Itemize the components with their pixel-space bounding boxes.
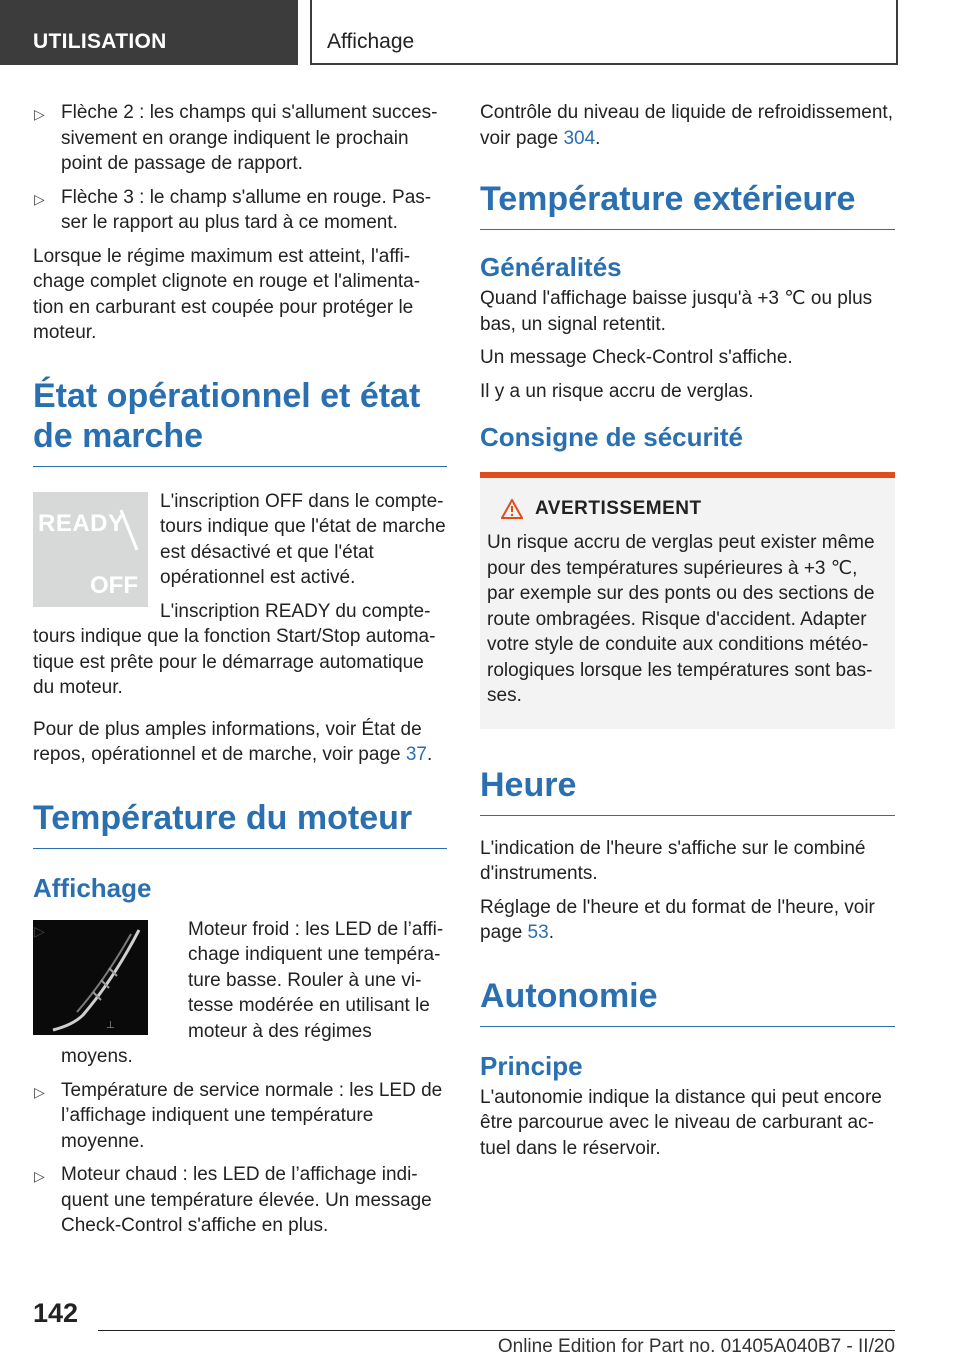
etat-figure-row xyxy=(33,489,447,701)
header-section-tab xyxy=(0,0,298,65)
list-item: ▷ Moteur chaud : les LED de l’affichage indi-quent une température élevée. Un message Check-Control s'affiche en plus. xyxy=(34,1164,432,1236)
ready-off-figure xyxy=(33,492,148,607)
section-heading-autonomie: Autonomie xyxy=(480,976,895,1027)
header-title-tab xyxy=(310,0,898,65)
header-section-label: UTILISATION xyxy=(33,30,167,53)
paragraph: Quand l'affichage baisse jusqu'à +3 ℃ ou plus bas, un signal retentit. xyxy=(480,288,873,335)
warning-title: AVERTISSEMENT xyxy=(487,498,888,520)
section-heading-etat: État opérationnel et état de marche xyxy=(33,376,447,467)
page-number: 142 xyxy=(33,1298,79,1328)
paragraph: L'autonomie indique la distance qui peut encore être parcourue avec le niveau de carburant ac-tuel dans le réservoir. xyxy=(480,1086,882,1159)
figure-ready-label: READY xyxy=(38,509,125,537)
triangle-bullet-icon: ▷ xyxy=(34,1083,45,1100)
subheading-consigne: Consigne de sécurité xyxy=(480,422,743,452)
paragraph: L'indication de l'heure s'affiche sur le combiné d'instruments. xyxy=(480,837,866,884)
paragraph: L'inscription READY du compte-tours indique que la fonction Start/Stop automa-tique est prête pour le démarrage automatique du moteur. xyxy=(33,600,436,698)
triangle-bullet-icon: ▷ xyxy=(34,1168,45,1184)
section-heading-temp-moteur: Température du moteur xyxy=(33,798,447,849)
paragraph: Contrôle du niveau de liquide de refroidissement, voir page 304. xyxy=(480,102,893,149)
left-column xyxy=(33,100,447,1239)
triangle-bullet-icon: ▷ xyxy=(34,106,45,122)
footer-edition: Online Edition for Part no. 01405A040B7 - II/20 xyxy=(497,1336,895,1357)
warning-text: Un risque accru de verglas peut exister même pour des températures supérieures à +3 ℃, par exemple sur des ponts ou des sections de route ombragées. Risque d'accident. Adapter votre style de conduite aux conditions météo-rologiques lorsque les températures sont bas-ses. xyxy=(487,532,875,706)
paragraph: L'inscription OFF dans le compte-tours indique que l'état de marche est désactivé et que l'état opérationnel est activé. xyxy=(160,490,446,588)
paragraph: Réglage de l'heure et du format de l'heure, voir page 53. xyxy=(480,896,875,943)
list-item: ▷ Température de service normale : les LED de l’affichage indiquent une température moyenne. xyxy=(34,1079,443,1152)
footer-divider xyxy=(98,1330,895,1331)
page-link[interactable]: 37 xyxy=(405,744,427,765)
subheading-affichage: Affichage xyxy=(33,872,152,903)
triangle-bullet-icon: ▷ xyxy=(34,190,45,207)
list-item: ▷ Flèche 3 : le champ s'allume en rouge. Pas-ser le rapport au plus tard à ce moment. xyxy=(34,186,432,233)
right-column xyxy=(480,100,895,1161)
subheading-generalites: Généralités xyxy=(480,252,622,282)
page-link[interactable]: 53 xyxy=(527,922,549,943)
warning-box xyxy=(480,472,895,729)
triangle-bullet-icon: ▷ xyxy=(34,922,45,939)
list-item: ▷ Flèche 2 : les champs qui s'allument succes-sivement en orange indiquent le prochain point de passage de rapport. xyxy=(34,102,438,174)
figure-off-label: OFF xyxy=(90,571,138,599)
paragraph: Pour de plus amples informations, voir État de repos, opérationnel et de marche, voir page 37. xyxy=(33,718,433,765)
temp-figure-row xyxy=(33,917,447,1070)
header-title-label: Affichage xyxy=(327,30,415,53)
paragraph: Un message Check-Control s'affiche. xyxy=(480,347,793,368)
section-heading-temp-ext: Température extérieure xyxy=(480,179,895,230)
paragraph: Il y a un risque accru de verglas. xyxy=(480,380,754,402)
svg-text:⊥: ⊥ xyxy=(106,1019,115,1031)
section-heading-heure: Heure xyxy=(480,765,895,816)
needle-icon xyxy=(33,492,148,607)
page-link[interactable]: 304 xyxy=(563,127,596,149)
subheading-principe: Principe xyxy=(480,1050,583,1081)
paragraph: Lorsque le régime maximum est atteint, l'affi-chage complet clignote en rouge et l'alimenta-tion en carburant est coupée pour protéger le moteur. xyxy=(33,245,421,343)
list-item: ▷ Moteur froid : les LED de l’affi-chage indiquent une tempéra-ture basse. Rouler à une vi-tesse modérée en utilisant le moteur à des régimes moyens. xyxy=(34,918,444,1067)
warning-triangle-icon xyxy=(501,499,523,519)
